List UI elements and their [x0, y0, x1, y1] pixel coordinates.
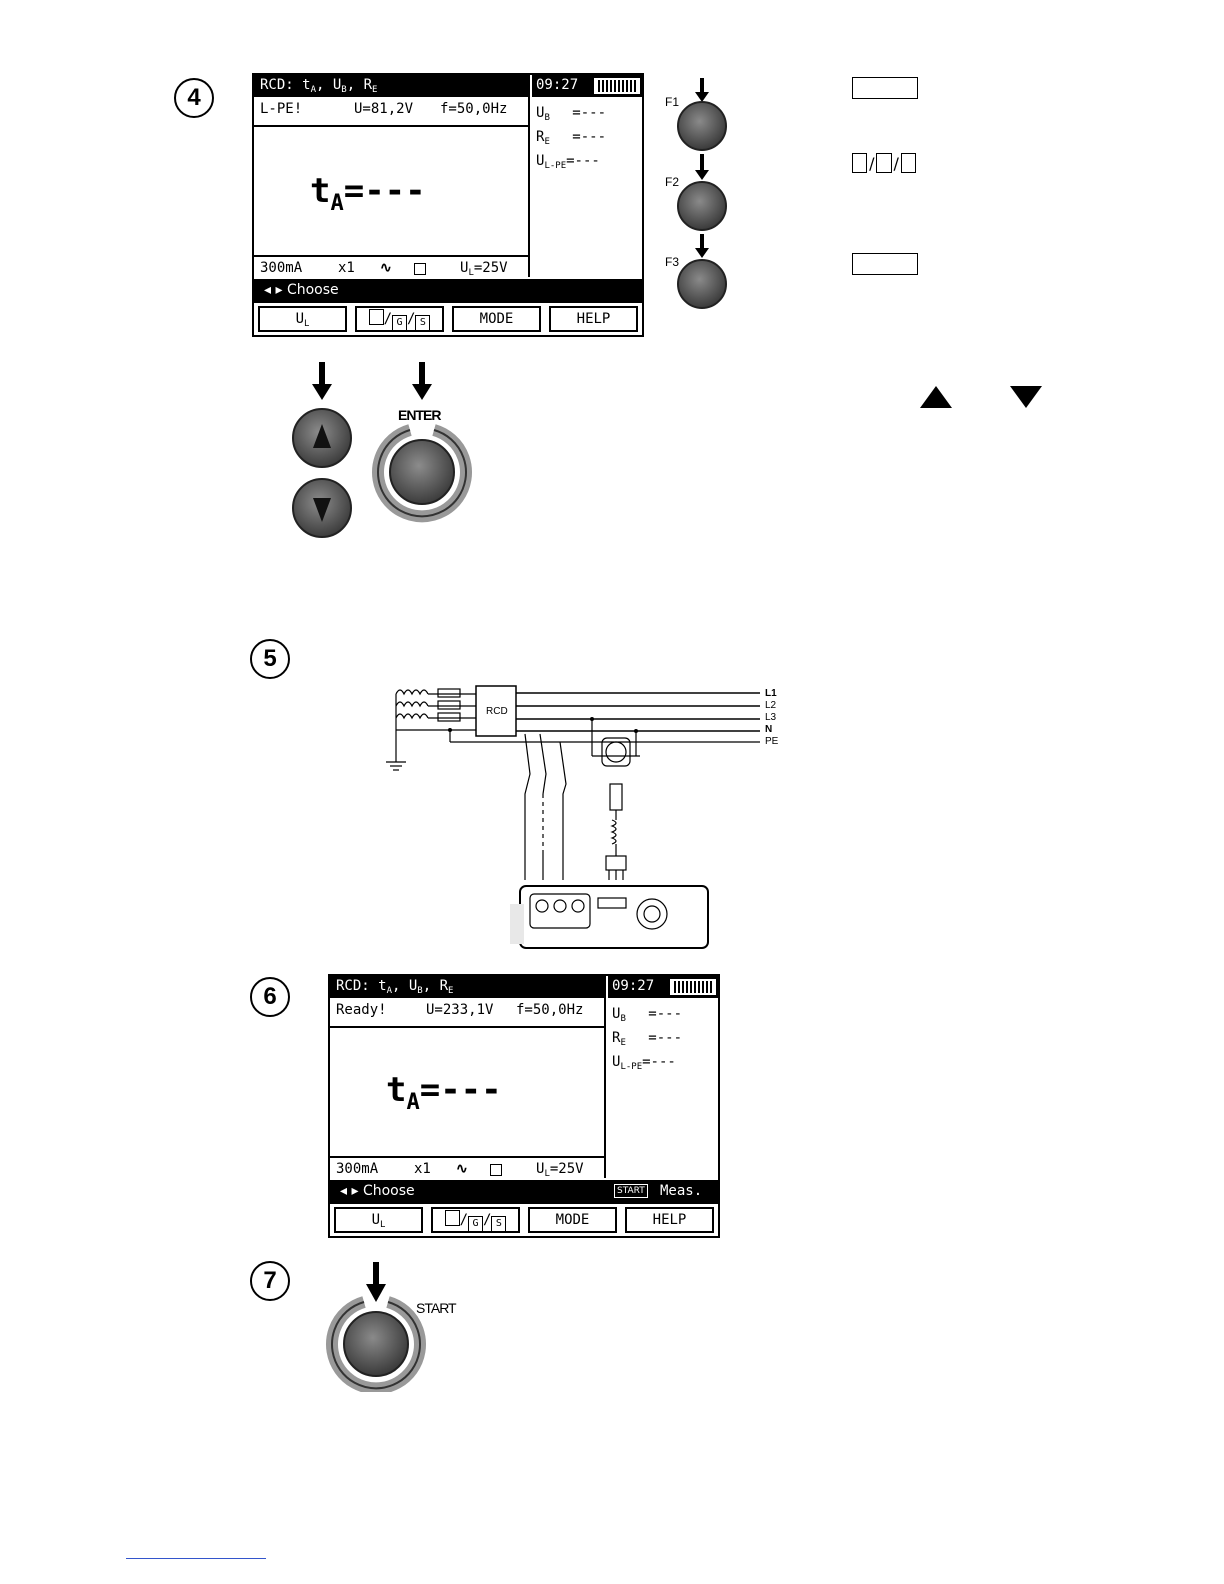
- ulpe-value: $U_{L-PE}=---$: [612, 1054, 676, 1072]
- up-arrow-icon: [920, 386, 952, 408]
- connection-diagram: [380, 684, 800, 954]
- ta-result: $t_A=---$: [386, 1070, 502, 1115]
- down-key[interactable]: [293, 479, 351, 537]
- l3-label: L3: [765, 712, 777, 723]
- pe-label: PE: [765, 736, 779, 747]
- f1-key[interactable]: [678, 78, 726, 150]
- step-6-badge: 6: [250, 977, 290, 1017]
- status-line: Ready! U=233,1V f=50,0Hz: [330, 998, 606, 1028]
- meter-screen-step4: [252, 73, 644, 337]
- enter-label: ENTER: [398, 407, 441, 423]
- up-key[interactable]: [293, 409, 351, 467]
- softkey-ul[interactable]: $U_L$: [334, 1207, 423, 1233]
- start-label: START: [416, 1300, 456, 1316]
- screen-title: RCD: $t_A$, $U_B$, $R_E$: [254, 75, 530, 97]
- down-arrow-icon: [1010, 386, 1042, 408]
- side-results: [604, 998, 722, 1178]
- hint-bar: ◂ ▸ Choose START Meas.: [330, 1180, 718, 1204]
- n-label: N: [765, 724, 773, 735]
- battery-icon: [594, 78, 640, 94]
- type-ac-icon: [414, 263, 426, 275]
- softkey-mode[interactable]: MODE: [452, 306, 541, 332]
- l2-label: L2: [765, 700, 777, 711]
- f2-label: F2: [665, 175, 680, 189]
- footnote-rule: [126, 1558, 266, 1559]
- start-key[interactable]: [332, 1302, 420, 1388]
- softkey-row: [254, 303, 642, 335]
- function-keys: [660, 74, 740, 314]
- softkey-help[interactable]: HELP: [549, 306, 638, 332]
- arrow-glyphs: [918, 384, 1044, 410]
- f2-reference-box: / /: [852, 152, 916, 174]
- ta-result: $t_A=---$: [310, 171, 426, 216]
- meter-screen-step6: [328, 974, 720, 1238]
- clock: 09:27: [608, 976, 664, 998]
- line-labels: [765, 688, 778, 748]
- f1-reference-box: [852, 77, 918, 99]
- step-4-badge: 4: [174, 78, 214, 118]
- start-badge: START: [614, 1184, 648, 1198]
- ub-value: $U_B$ =---: [612, 1006, 683, 1024]
- wave-icon: ∿: [456, 1161, 468, 1177]
- parameter-line: 300mA x1 ∿ $U_L=25V$: [254, 255, 530, 279]
- wave-icon: ∿: [380, 260, 392, 276]
- battery-icon: [670, 979, 716, 995]
- softkey-mode[interactable]: MODE: [528, 1207, 617, 1233]
- navigation-keys: [280, 360, 480, 542]
- ub-value: $U_B$ =---: [536, 105, 607, 123]
- side-results: [528, 97, 646, 277]
- step-5-badge: 5: [250, 639, 290, 679]
- f1-label: F1: [665, 95, 680, 109]
- hint-bar: ◂ ▸ Choose: [254, 279, 642, 303]
- status-line: L-PE! U=81,2V f=50,0Hz: [254, 97, 530, 127]
- start-key-graphic: [320, 1260, 430, 1392]
- parameter-line: 300mA x1 ∿ $U_L=25V$: [330, 1156, 606, 1180]
- softkey-type[interactable]: / G / S: [355, 306, 444, 332]
- enter-key[interactable]: [378, 430, 466, 516]
- softkey-row: [330, 1204, 718, 1236]
- step-7-badge: 7: [250, 1261, 290, 1301]
- ulpe-value: $U_{L-PE}=---$: [536, 153, 600, 171]
- re-value: $R_E$ =---: [536, 129, 607, 147]
- type-ac-icon: [490, 1164, 502, 1176]
- softkey-type[interactable]: / G / S: [431, 1207, 520, 1233]
- f3-reference-box: [852, 253, 918, 275]
- rcd-label: RCD: [486, 706, 508, 717]
- l1-label: L1: [765, 688, 777, 699]
- softkey-ul[interactable]: $U_L$: [258, 306, 347, 332]
- f2-key[interactable]: [678, 154, 726, 230]
- softkey-help[interactable]: HELP: [625, 1207, 714, 1233]
- clock: 09:27: [532, 75, 588, 97]
- f3-label: F3: [665, 255, 680, 269]
- f3-key[interactable]: [678, 234, 726, 308]
- screen-title: RCD: $t_A$, $U_B$, $R_E$: [330, 976, 606, 998]
- re-value: $R_E$ =---: [612, 1030, 683, 1048]
